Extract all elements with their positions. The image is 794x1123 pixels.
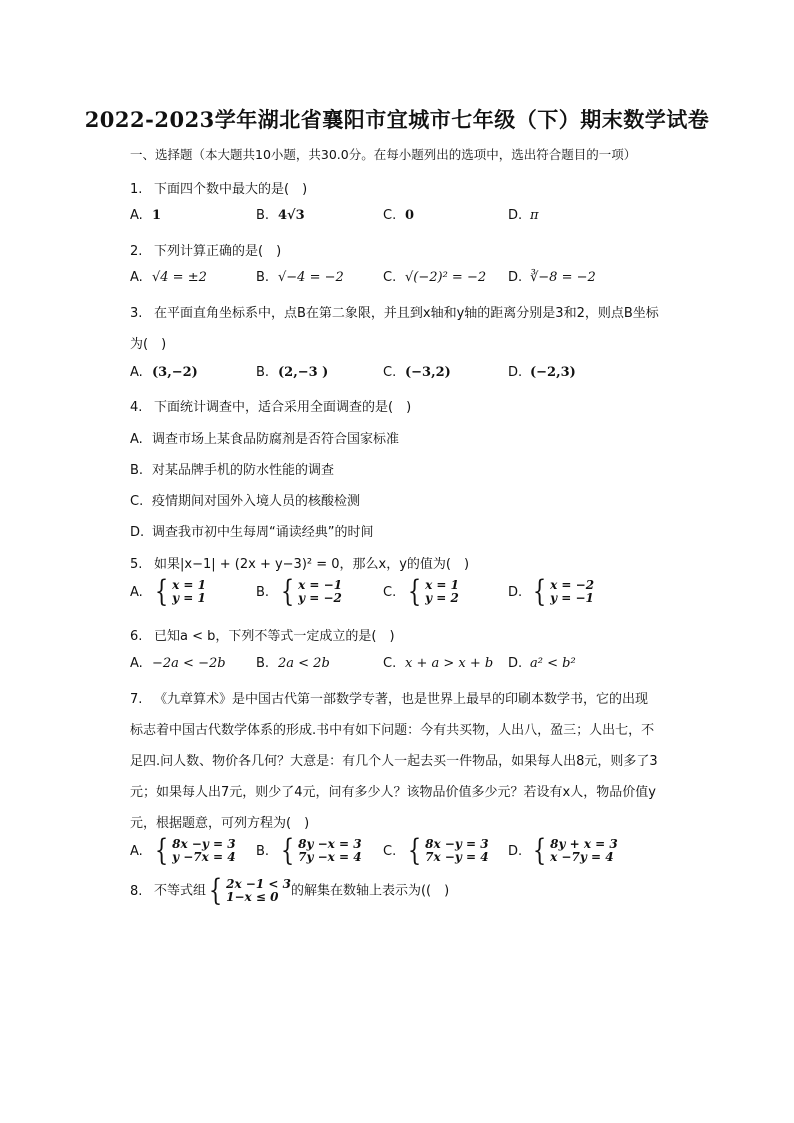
q1-option-a <box>130 208 161 223</box>
q1-option-b <box>256 208 305 223</box>
question-5 <box>130 553 469 572</box>
question-7-line-2: 标志着中国古代数学体系的形成.书中有如下问题：今有共买物，人出八，盈三；人出七，不 <box>130 723 655 738</box>
question-7 <box>130 688 648 707</box>
option-label: D. <box>130 525 145 540</box>
brace-icon: { <box>154 574 169 609</box>
option-text: a² < b² <box>530 656 576 671</box>
system-row: y = 1 <box>172 591 206 605</box>
question-7-line-4: 元；如果每人出7元，则少了4元，问有多少人？该物品价值多少元？若设有x人，物品价值y <box>130 785 656 800</box>
q3-option-d <box>508 365 576 380</box>
brace-icon: { <box>208 873 223 908</box>
option-label: C. <box>383 270 397 285</box>
option-text: x + a > x + b <box>405 656 494 671</box>
option-text: ∛−8 = −2 <box>530 270 596 285</box>
question-number: 2. <box>130 244 143 259</box>
system-row: y = 2 <box>425 591 459 605</box>
q7-option-a <box>130 833 236 868</box>
q3-option-b <box>256 365 328 380</box>
option-label: C. <box>383 584 397 600</box>
question-number: 6. <box>130 629 143 644</box>
option-label: D. <box>508 843 523 859</box>
option-label: C. <box>383 656 397 671</box>
brace-icon: { <box>280 574 295 609</box>
option-label: D. <box>508 270 523 285</box>
q7-option-d <box>508 833 618 868</box>
option-text: √4 = ±2 <box>152 270 207 285</box>
option-label: D. <box>508 208 523 223</box>
question-number: 7. <box>130 692 143 707</box>
question-number: 4. <box>130 400 143 415</box>
option-text: 1 <box>152 208 162 223</box>
q2-option-c <box>383 270 486 285</box>
q7-option-c <box>383 833 489 868</box>
system-row: x = 1 <box>425 578 460 592</box>
question-stem: 下列计算正确的是( ) <box>154 244 282 259</box>
question-stem: 下面统计调查中，适合采用全面调查的是( ) <box>154 400 412 415</box>
brace-icon: { <box>407 574 422 609</box>
option-text: (2,−3 ) <box>278 365 329 380</box>
q4-option-a <box>130 428 399 447</box>
system-row: 8y −x = 3 <box>298 837 362 851</box>
system-row: 8x −y = 3 <box>172 837 236 851</box>
option-label: D. <box>508 365 523 380</box>
option-label: B. <box>256 843 270 859</box>
option-label: C. <box>383 843 397 859</box>
system-row: 7y −x = 4 <box>298 850 362 864</box>
q5-option-a <box>130 574 207 609</box>
option-label: C. <box>383 365 397 380</box>
q5-option-c <box>383 574 460 609</box>
question-stem: 已知a < b，下列不等式一定成立的是( ) <box>154 629 395 644</box>
option-text: (−2,3) <box>530 365 576 380</box>
option-label: A. <box>130 843 143 859</box>
q3-option-c <box>383 365 451 380</box>
system-row: y −7x = 4 <box>172 850 236 864</box>
option-text: 调查我市初中生每周“诵读经典”的时间 <box>152 525 374 540</box>
brace-icon: { <box>532 833 547 868</box>
option-label: D. <box>508 584 523 600</box>
brace-icon: { <box>532 574 547 609</box>
option-label: D. <box>508 656 523 671</box>
question-2 <box>130 240 281 259</box>
question-6 <box>130 625 395 644</box>
system-row: 7x −y = 4 <box>425 850 489 864</box>
q2-option-a <box>130 270 207 285</box>
option-text: 调查市场上某食品防腐剂是否符合国家标准 <box>152 432 400 447</box>
q6-option-d <box>508 656 576 671</box>
question-stem: 如果|x−1| + (2x + y−3)² = 0，那么x，y的值为( ) <box>154 557 470 572</box>
q6-option-b <box>256 656 330 671</box>
option-label: B. <box>256 270 270 285</box>
option-label: B. <box>256 584 270 600</box>
option-text: (3,−2) <box>152 365 198 380</box>
system-row: x = 1 <box>172 578 207 592</box>
option-text: 2a < 2b <box>278 656 330 671</box>
question-7-line-5: 元，根据题意，可列方程为( ) <box>130 816 310 831</box>
option-label: C. <box>130 494 144 509</box>
option-text: π <box>530 208 539 223</box>
option-text: 疫情期间对国外入境人员的核酸检测 <box>152 494 361 509</box>
q5-option-d <box>508 574 595 609</box>
option-text: 对某品牌手机的防水性能的调查 <box>152 463 335 478</box>
q4-option-d <box>130 521 373 540</box>
question-8 <box>130 873 450 908</box>
q4-option-b <box>130 459 334 478</box>
q4-option-c <box>130 490 360 509</box>
question-7-line-3: 足四.问人数、物价各几何？大意是：有几个人一起去买一件物品，如果每人出8元，则多了3 <box>130 754 658 769</box>
option-label: A. <box>130 365 143 380</box>
system-row: y = −2 <box>298 591 342 605</box>
option-text: 4√3 <box>278 208 305 223</box>
q1-option-d <box>508 208 539 223</box>
system-row: x = −1 <box>298 578 343 592</box>
question-number: 1. <box>130 182 143 197</box>
question-number: 8. <box>130 883 143 899</box>
option-label: B. <box>256 365 270 380</box>
question-stem: 《九章算术》是中国古代第一部数学专著，也是世界上最早的印刷本数学书，它的出现 <box>154 692 649 707</box>
option-text: √−4 = −2 <box>278 270 344 285</box>
question-3-continued: 为( ) <box>130 337 167 352</box>
option-label: B. <box>130 463 144 478</box>
page-title: 2022-2023学年湖北省襄阳市宜城市七年级（下）期末数学试卷 <box>84 107 710 132</box>
q3-option-a <box>130 365 198 380</box>
option-label: A. <box>130 656 143 671</box>
option-label: A. <box>130 432 143 447</box>
option-label: A. <box>130 584 143 600</box>
option-text: 0 <box>405 208 415 223</box>
question-stem-end: 的解集在数轴上表示为(( ) <box>290 883 450 899</box>
option-text: √(−2)² = −2 <box>405 270 487 285</box>
q1-option-c <box>383 208 414 223</box>
system-row: 8x −y = 3 <box>425 837 489 851</box>
question-number: 3. <box>130 306 143 321</box>
system-row: x = −2 <box>550 578 595 592</box>
question-stem: 在平面直角坐标系中，点B在第二象限，并且到x轴和y轴的距离分别是3和2，则点B坐标 <box>154 306 659 321</box>
option-text: (−3,2) <box>405 365 451 380</box>
system-row: y = −1 <box>550 591 594 605</box>
option-label: B. <box>256 656 270 671</box>
question-4 <box>130 396 411 415</box>
option-label: B. <box>256 208 270 223</box>
q5-option-b <box>256 574 343 609</box>
brace-icon: { <box>154 833 169 868</box>
option-label: C. <box>383 208 397 223</box>
brace-icon: { <box>280 833 295 868</box>
question-number: 5. <box>130 557 143 572</box>
q2-option-d <box>508 270 596 285</box>
system-row: 2x −1 < 3 <box>226 877 291 891</box>
option-text: −2a < −2b <box>152 656 226 671</box>
section-heading: 一、选择题（本大题共10小题，共30.0分。在每小题列出的选项中，选出符合题目的一项） <box>130 147 637 162</box>
question-3 <box>130 302 659 321</box>
q2-option-b <box>256 270 344 285</box>
question-stem: 下面四个数中最大的是( ) <box>154 182 308 197</box>
question-stem: 不等式组 <box>154 883 207 899</box>
option-label: A. <box>130 270 143 285</box>
system-row: 8y + x = 3 <box>550 837 618 851</box>
system-row: 1−x ≤ 0 <box>226 890 279 904</box>
q6-option-c <box>383 656 493 671</box>
q6-option-a <box>130 656 226 671</box>
system-row: x −7y = 4 <box>550 850 614 864</box>
question-1 <box>130 178 307 197</box>
brace-icon: { <box>407 833 422 868</box>
q7-option-b <box>256 833 362 868</box>
option-label: A. <box>130 208 143 223</box>
